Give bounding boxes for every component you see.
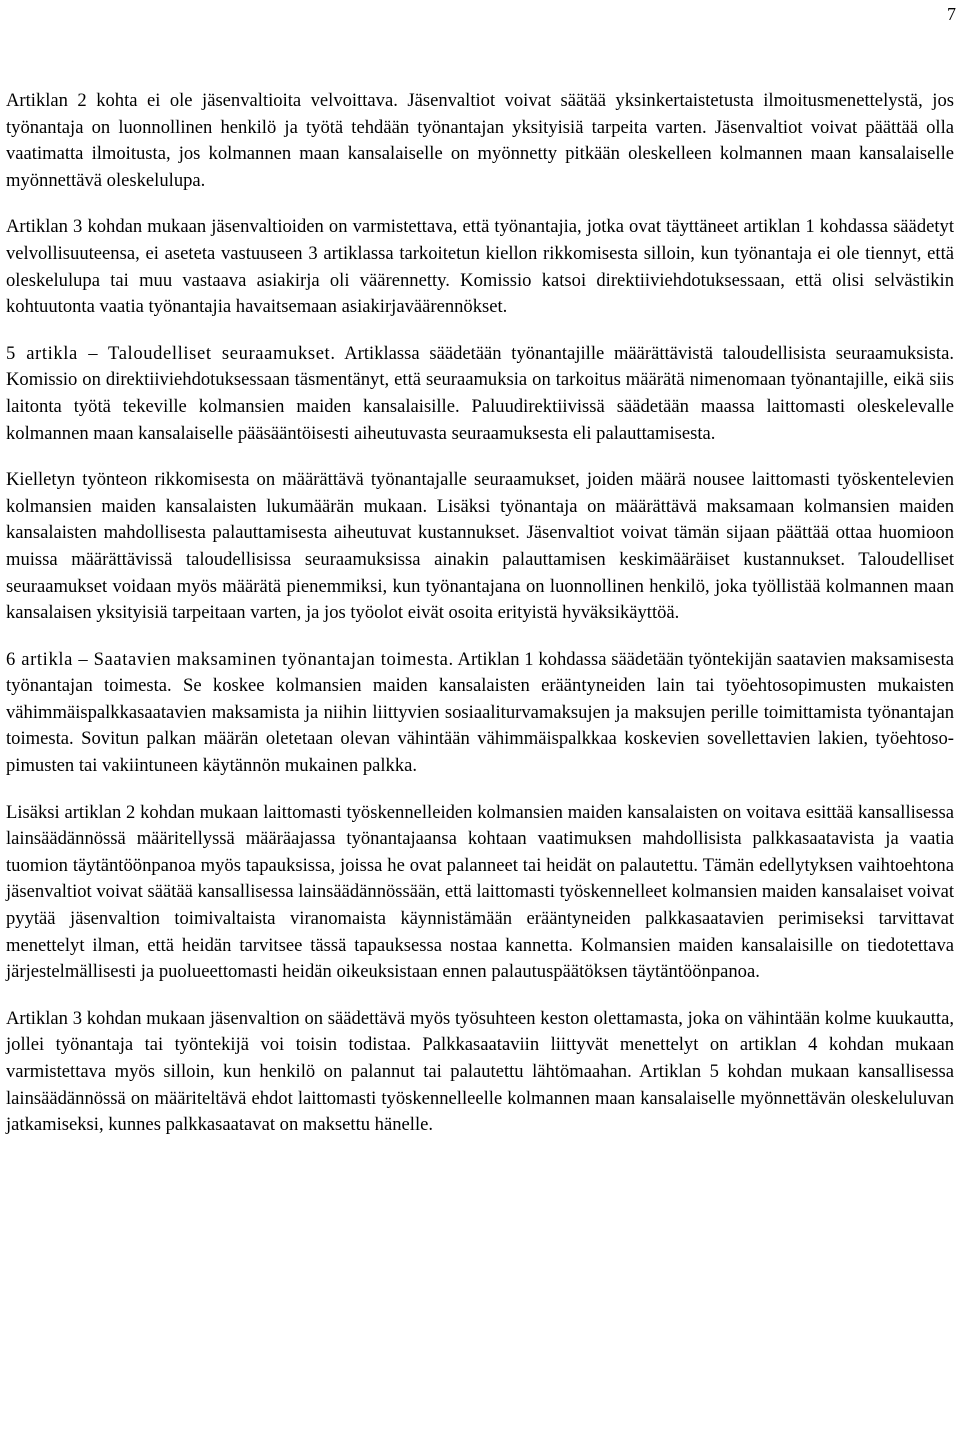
paragraph <box>6 88 954 194</box>
paragraph <box>6 214 954 320</box>
document-body <box>6 88 954 1159</box>
paragraph <box>6 647 954 780</box>
paragraph-text: Artiklan 3 kohdan mukaan jäsenvaltion on säädettävä myös työsuhteen keston olettamasta, joka on vähintään kolme kuukautta, jollei työnantaja tai työntekijä voi toisin todistaa. Palkkasaataviin liittyvät menettelyt on artiklan 4 kohdan mukaan varmistettava myös silloin, kun henkilö on palannut tai palautettu lähtömaahan. Artiklan 5 kohdan mukaan kansallisessa lainsäädännössä on määriteltävä ehdot laittomasti työskennelleelle kolmannen maan kansalaiselle myönnettävän oleskeluluvan jatkamiseksi, kunnes palkkasaatavat on maksettu hänelle. <box>6 1007 954 1136</box>
paragraph <box>6 341 954 447</box>
paragraph-text: Kielletyn työnteon rikkomisesta on määrättävä työnantajalle seuraamukset, joiden määrä nousee laittomasti työskentelevien kolmansien maiden kansalaisten lukumäärän mukaan. Lisäksi työnantaja on määrättävä maksamaan kolmansien maiden kansalaisten mahdollisesta palauttamisesta aiheutuvat kustannukset. Jäsenvaltiot voivat tämän sijaan päättää ottaa huomioon muissa määrättävissä taloudellisissa seuraamuksissa ainakin palauttamisen keskimääräiset kustannukset. Taloudelliset seuraamukset voidaan myös määrätä pienemmiksi, kun työnantajana on luonnollinen henkilö, joka työllistää kolmannen maan kansalaisen yksityisiä tarpeitaan varten, ja jos työolot eivät osoita erityistä hyväksikäyttöä. <box>6 469 954 624</box>
paragraph-text: Artiklan 1 kohdassa säädetään työntekijän saatavien maksamisesta työnantajan toimesta. Se koskee kolmansien maiden kansalaisten erääntyneiden lain tai työehtosopimusten mukaisten vähimmäispalkkasaatavien maksamista ja niihin liittyvien sosiaaliturvamaksujen ja maksujen perille toimittamista työnantajan toimesta. Sovitun palkan määrän oletetaan olevan vähintään vähimmäispalkkaa koskevien sovellettavien lakien, työehtosopimusten tai vakiintuneen käytännön mukainen palkka. <box>6 648 954 777</box>
article-heading: 5 artikla – Taloudelliset seuraamukset. <box>6 342 336 364</box>
paragraph-text: Artiklan 3 kohdan mukaan jäsenvaltioiden on varmistettava, että työnantajia, jotka ovat täyttäneet artiklan 1 kohdassa säädetyt velvollisuuteensa, ei aseteta vastuuseen 3 artiklassa tarkoitetun kiellon rikkomisesta silloin, kun työnantaja ei ole tiennyt, että oleskelulupa tai muu vastaava asiakirja oli väärennetty. Komissio katsoi direktiiviehdotuksessaan, että olisi selvästikin kohtuutonta vaatia työnantajia havaitsemaan asiakirjaväärennökset. <box>6 216 954 318</box>
paragraph-text: Artiklassa säädetään työnantajille määrättävistä taloudellisista seuraamuksista. Komissio on direktiiviehdotuksessaan täsmentänyt, että seuraamuksia on tarkoitus määrätä nimenomaan työnantajille, eikä siis laitonta työtä tekeville kolmansien maiden kansalaisille. Paluudirektiivissä säädetään maassa laittomasti oleskelevalle kolmannen maan kansalaiselle pääsääntöisesti aiheutuvasta seuraamuksesta eli palauttamisesta. <box>6 342 954 444</box>
paragraph <box>6 800 954 986</box>
paragraph <box>6 467 954 627</box>
page-number: 7 <box>947 4 956 24</box>
paragraph-text: Lisäksi artiklan 2 kohdan mukaan laittomasti työskennelleiden kolmansien maiden kansalaisten on voitava esittää kansallisessa lainsäädännössä määritellyssä määräajassa työnantajaansa kohtaan vaatimuksen mahdollisista palkkasaatavista ja vaatia tuomion täytäntöönpanoa myös tapauksissa, joissa he ovat palanneet tai heidät on palautettu. Tämän edellytyksen vaihtoehtona jäsenvaltiot voivat säätää kansallisessa lainsäädännössään, että laittomasti työskennelleet kolmansien maiden kansalaiset voivat pyytää jäsenvaltion toimivaltaista viranomaista käynnistämään erääntyneiden palkkasaatavien perimiseksi tarvittavat menettelyt ilman, että heidän tarvitsee tässä tapauksessa nostaa kannetta. Kolmansien maiden kansalaisille on tiedotettava järjestelmällisesti ja puolueettomasti heidän oikeuksistaan ennen palautuspäätöksen täytäntöönpanoa. <box>6 801 954 983</box>
paragraph-text: Artiklan 2 kohta ei ole jäsenvaltioita velvoittava. Jäsenvaltiot voivat säätää yksinkertaistetusta ilmoitusmenettelystä, jos työnantaja on luonnollinen henkilö ja työtä tehdään työnantajan yksityisiä tarpeita varten. Jäsenvaltiot voivat päättää olla vaatimatta ilmoitusta, jos kolmannen maan kansalaiselle on myönnetty pitkään oleskelleen kolmannen maan kansalaiselle myönnettävä oleskelulupa. <box>6 90 954 191</box>
article-heading: 6 artikla – Saatavien maksaminen työnantajan toimesta. <box>6 648 454 670</box>
paragraph <box>6 1006 954 1139</box>
